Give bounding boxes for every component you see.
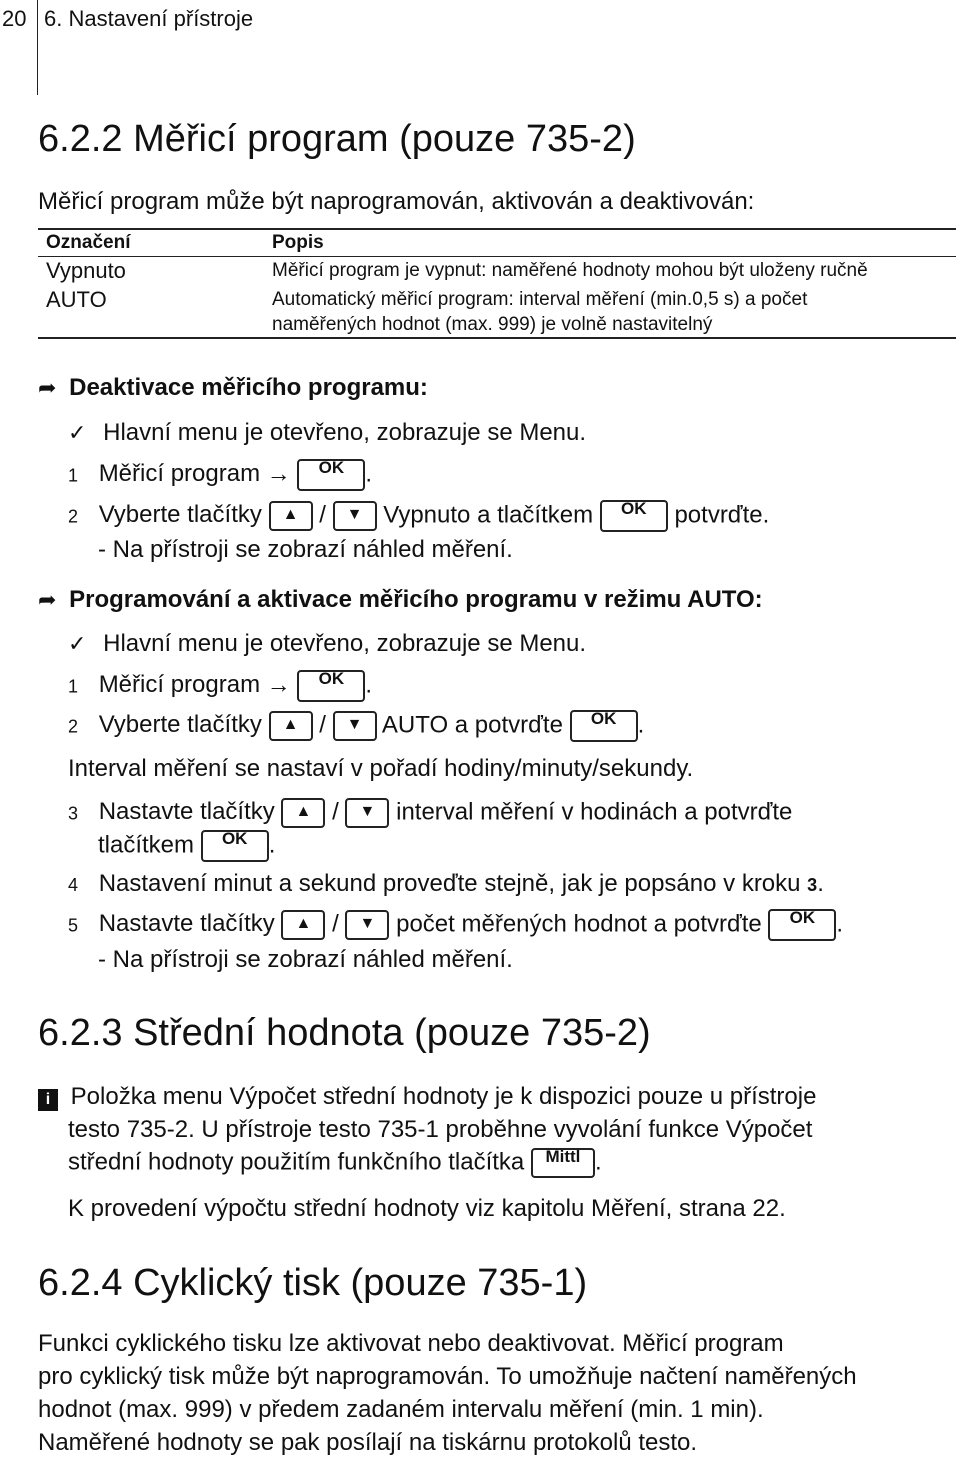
step-text: Nastavte tlačítky: [98, 798, 275, 826]
page-number: 20: [2, 6, 27, 31]
step-number: 2: [68, 506, 79, 527]
step-text: Vyberte tlačítky: [98, 711, 262, 739]
paragraph-line: hodnot (max. 999) v předem zadaném intervalu měření (min. 1 min).: [38, 1396, 764, 1423]
step-number: 3: [68, 803, 79, 824]
table-term: AUTO: [46, 287, 107, 312]
table-desc-cont: naměřených hodnot (max. 999) je volně nastavitelný: [272, 314, 713, 335]
ok-key-icon: OK: [297, 459, 365, 491]
step-text: AUTO a potvrďte: [381, 711, 563, 739]
step-text: Vypnuto a tlačítkem: [383, 501, 594, 529]
step-text: tlačítkem: [98, 831, 195, 859]
up-key-icon: ▲: [281, 798, 325, 828]
paragraph-line: Naměřené hodnoty se pak posílají na tiskárnu protokolů testo.: [38, 1429, 698, 1456]
down-key-icon: ▼: [345, 798, 389, 828]
ok-key-icon: OK: [600, 500, 668, 532]
programming-heading: Programování a aktivace měřicího programu v režimu AUTO:: [69, 586, 763, 613]
step-text: Měřicí program: [98, 460, 261, 488]
up-key-icon: ▲: [269, 711, 313, 741]
step-text: interval měření v hodinách a potvrďte: [396, 798, 793, 826]
step-reference: 3: [807, 875, 818, 895]
prerequisite-text: Hlavní menu je otevřeno, zobrazuje se Menu.: [103, 419, 587, 446]
ok-key-icon: OK: [297, 670, 365, 702]
ok-key-icon: OK: [201, 830, 269, 862]
table-bottom-rule: [38, 337, 956, 339]
step-text: Měřicí program: [98, 671, 261, 699]
step-number: 1: [68, 676, 79, 697]
info-text: Položka menu Výpočet střední hodnoty je k dispozici pouze u přístroje: [70, 1083, 817, 1110]
header-divider: [37, 0, 38, 95]
section-title-623: 6.2.3 Střední hodnota (pouze 735-2): [38, 1012, 651, 1054]
deactivate-heading: Deaktivace měřicího programu:: [69, 374, 428, 401]
goto-arrow-icon: →: [266, 460, 291, 488]
info-icon: i: [38, 1089, 58, 1111]
step-number: 1: [68, 465, 79, 486]
table-top-rule: [38, 228, 956, 230]
table-header-desc: Popis: [272, 232, 324, 253]
arrow-icon: ➦: [38, 375, 57, 400]
up-key-icon: ▲: [269, 501, 313, 531]
table-desc: Automatický měřicí program: interval měření (min.0,5 s) a počet: [272, 289, 808, 310]
check-icon: ✓: [68, 631, 87, 656]
step-number: 2: [68, 716, 79, 737]
interval-note: Interval měření se nastaví v pořadí hodiny/minuty/sekundy.: [68, 755, 694, 782]
ok-key-icon: OK: [570, 710, 638, 742]
section-title-624: 6.2.4 Cyklický tisk (pouze 735-1): [38, 1262, 588, 1304]
info-text: střední hodnoty použitím funkčního tlačítka: [68, 1148, 525, 1176]
ok-key-icon: OK: [768, 909, 836, 941]
up-key-icon: ▲: [281, 910, 325, 940]
step-text: Nastavte tlačítky: [98, 910, 275, 938]
reference-text: K provedení výpočtu střední hodnoty viz kapitolu Měření, strana 22.: [68, 1195, 786, 1222]
arrow-icon: ➦: [38, 587, 57, 612]
table-desc: Měřicí program je vypnut: naměřené hodnoty mohou být uloženy ručně: [272, 260, 868, 281]
prerequisite-text: Hlavní menu je otevřeno, zobrazuje se Menu.: [103, 630, 587, 657]
table-header-term: Označení: [46, 232, 131, 253]
step-number: 4: [68, 875, 79, 895]
mittl-key-icon: Mittl: [531, 1148, 595, 1178]
step-number: 5: [68, 915, 79, 936]
down-key-icon: ▼: [333, 711, 377, 741]
paragraph-line: pro cyklický tisk může být naprogramován. To umožňuje načtení naměřených: [38, 1363, 857, 1390]
section-intro-622: Měřicí program může být naprogramován, aktivován a deaktivován:: [38, 188, 755, 215]
table-term: Vypnuto: [46, 258, 126, 283]
down-key-icon: ▼: [333, 501, 377, 531]
step-text: Vyberte tlačítky: [98, 501, 262, 529]
down-key-icon: ▼: [345, 910, 389, 940]
step-text: potvrďte.: [674, 501, 770, 529]
goto-arrow-icon: →: [266, 671, 291, 699]
result-note: - Na přístroji se zobrazí náhled měření.: [98, 536, 513, 563]
info-text: testo 735-2. U přístroje testo 735-1 proběhne vyvolání funkce Výpočet: [68, 1116, 813, 1143]
result-note: - Na přístroji se zobrazí náhled měření.: [98, 946, 513, 973]
chapter-title: 6. Nastavení přístroje: [44, 6, 254, 31]
paragraph-line: Funkci cyklického tisku lze aktivovat nebo deaktivovat. Měřicí program: [38, 1330, 784, 1357]
step-text: počet měřených hodnot a potvrďte: [396, 910, 762, 938]
check-icon: ✓: [68, 420, 87, 445]
table-header-rule: [38, 256, 956, 257]
section-title-622: 6.2.2 Měřicí program (pouze 735-2): [38, 118, 636, 160]
step-text: Nastavení minut a sekund proveďte stejně, jak je popsáno v kroku: [98, 870, 801, 897]
